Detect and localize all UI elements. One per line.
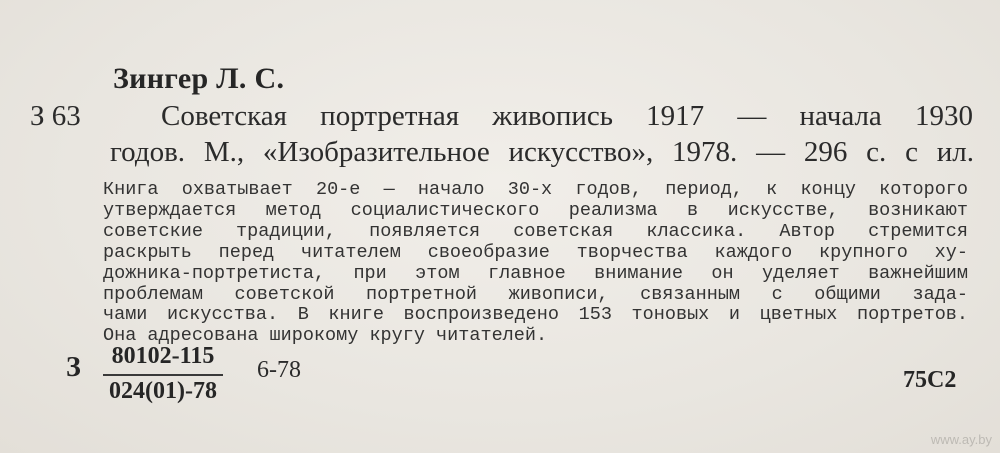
author-cipher: З 63 [30, 100, 81, 132]
index-fraction [103, 343, 223, 405]
annotation-line: Книга охватывает 20-е — начало 30-х годов, период, к концу которого [103, 179, 968, 200]
classification-code: 75С2 [903, 367, 957, 393]
annotation-line: Она адресована широкому кругу читателей. [103, 325, 548, 347]
annotation-line: проблемам советской портретной живописи, связанным с общими зада- [103, 283, 968, 305]
author-name: Зингер Л. С. [113, 62, 285, 95]
annotation-text [103, 180, 968, 347]
title-line-2: годов. М., «Изобразительное искусство», 1978. — 296 с. с ил. [110, 136, 974, 168]
title-line-1: Советская портретная живопись 1917 — начала 1930 [161, 100, 973, 132]
annotation-line: советские традиции, появляется советская классика. Автор стремится [103, 220, 968, 242]
annotation-line: чами искусства. В книге воспроизведено 153 тоновых и цветных портретов. [103, 304, 968, 326]
watermark-text: www.ay.by [930, 432, 992, 447]
fraction-numerator: 80102-115 [103, 343, 223, 376]
annotation-line: раскрыть перед читателем своеобразие творчества каждого крупного ху- [103, 241, 968, 263]
order-number: 6-78 [257, 357, 301, 383]
annotation-line: дожника-портретиста, при этом главное внимание он уделяет важнейшим [103, 262, 968, 284]
fraction-denominator: 024(01)-78 [109, 378, 217, 404]
annotation-line: утверждается метод социалистического реализма в искусстве, возникают [103, 199, 968, 221]
index-letter: З [66, 352, 81, 383]
